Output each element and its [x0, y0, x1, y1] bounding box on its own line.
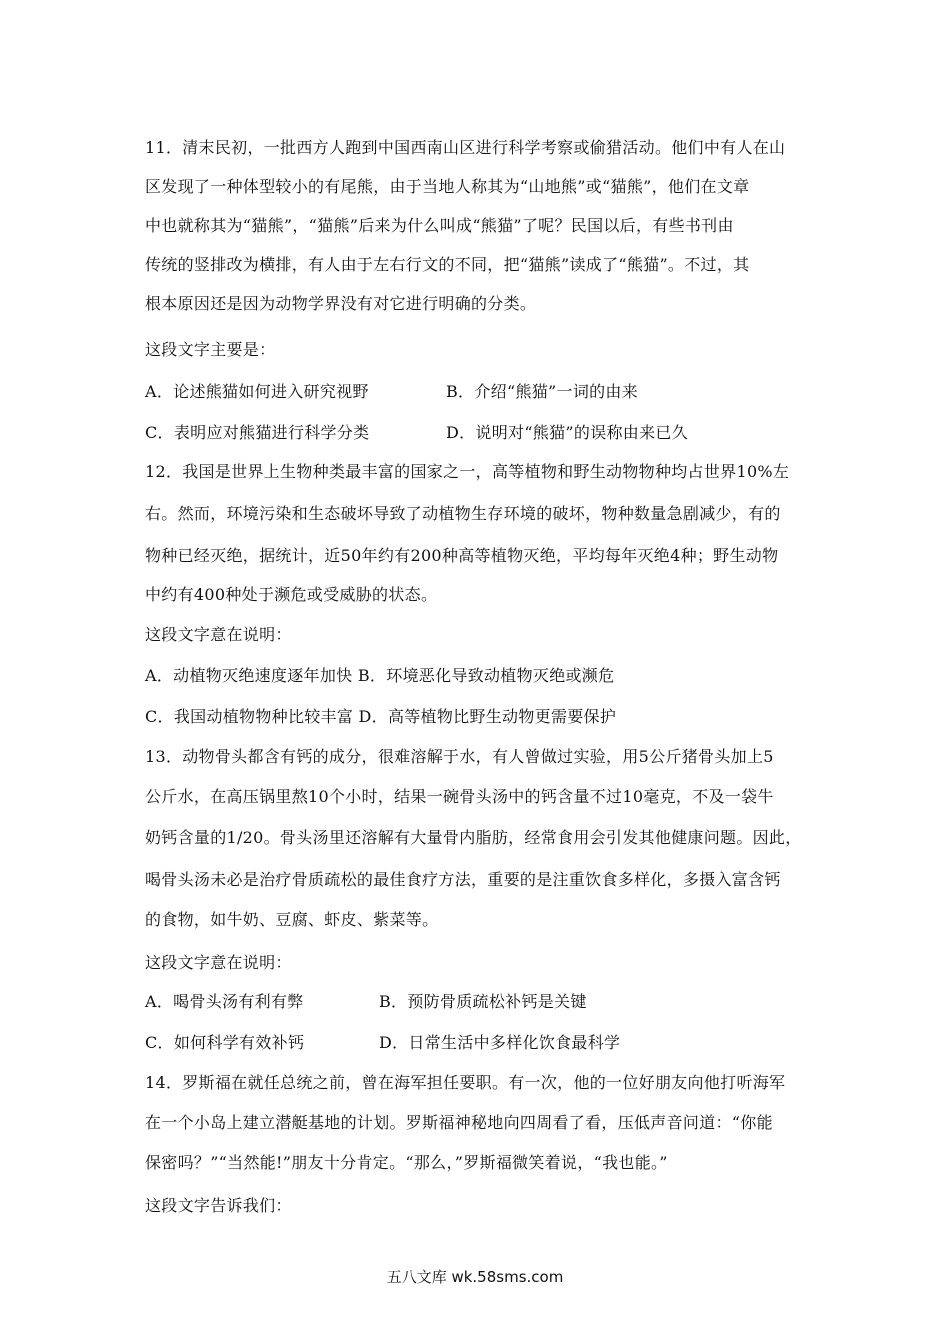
q14-line-2: 在一个小岛上建立潜艇基地的计划。罗斯福神秘地向四周看了看，压低声音问道：“你能	[145, 1113, 773, 1132]
q11-prompt: 这段文字主要是：	[145, 340, 276, 359]
q12-options-ab: A．动植物灭绝速度逐年加快 B．环境恶化导致动植物灭绝或濒危	[145, 666, 615, 685]
q14-line-1: 14．罗斯福在就任总统之前，曾在海军担任要职。有一次，他的一位好朋友向他打听海军	[145, 1073, 786, 1092]
q11-line-2: 区发现了一种体型较小的有尾熊，由于当地人称其为“山地熊”或“猫熊”，他们在文章	[145, 177, 750, 196]
q11-option-a: A．论述熊猫如何进入研究视野	[145, 382, 369, 401]
q11-line-4: 传统的竖排改为横排，有人由于左右行文的不同，把“猫熊”读成了“熊猫”。不过，其	[145, 255, 750, 274]
q13-line-4: 喝骨头汤未必是治疗骨质疏松的最佳食疗方法，重要的是注重饮食多样化，多摄入富含钙	[145, 870, 781, 889]
q13-line-1: 13．动物骨头都含有钙的成分，很难溶解于水，有人曾做过实验，用5公斤猪骨头加上5	[145, 747, 774, 766]
q11-option-b: B．介绍“熊猫”一词的由来	[446, 382, 639, 401]
q11-option-c: C．表明应对熊猫进行科学分类	[145, 423, 370, 442]
footer-watermark: 五八文库 wk.58sms.com	[386, 1268, 564, 1286]
q12-line-1: 12．我国是世界上生物种类最丰富的国家之一，高等植物和野生动物物种均占世界10%左	[145, 462, 790, 481]
q11-line-1: 11．清末民初，一批西方人跑到中国西南山区进行科学考察或偷猎活动。他们中有人在山	[145, 138, 786, 157]
q13-line-2: 公斤水，在高压锅里熬10个小时，结果一碗骨头汤中的钙含量不过10毫克，不及一袋牛	[145, 787, 774, 806]
q11-option-d: D．说明对“熊猫”的误称由来已久	[446, 423, 688, 442]
q11-line-3: 中也就称其为“猫熊”，“猫熊”后来为什么叫成“熊猫”了呢？民国以后，有些书刊由	[145, 216, 734, 235]
q14-line-3: 保密吗？”“当然能!”朋友十分肯定。“那么，”罗斯福微笑着说，“我也能。”	[145, 1153, 668, 1172]
q12-prompt: 这段文字意在说明：	[145, 625, 292, 644]
q12-line-4: 中约有400种处于濒危或受威胁的状态。	[145, 585, 438, 604]
q12-line-2: 右。然而，环境污染和生态破坏导致了动植物生存环境的破坏，物种数量急剧减少，有的	[145, 504, 781, 523]
q13-line-3: 奶钙含量的1/20。骨头汤里还溶解有大量骨内脂肪，经常食用会引发其他健康问题。因此，	[145, 828, 802, 847]
q13-option-b: B．预防骨质疏松补钙是关键	[379, 992, 587, 1011]
q11-line-5: 根本原因还是因为动物学界没有对它进行明确的分类。	[145, 294, 537, 313]
q13-prompt: 这段文字意在说明：	[145, 953, 292, 972]
q13-option-d: D．日常生活中多样化饮食最科学	[379, 1033, 621, 1052]
q13-option-c: C．如何科学有效补钙	[145, 1033, 305, 1052]
q13-line-5: 的食物，如牛奶、豆腐、虾皮、紫菜等。	[145, 910, 439, 929]
q12-options-cd: C．我国动植物物种比较丰富 D．高等植物比野生动物更需要保护	[145, 707, 617, 726]
q13-option-a: A．喝骨头汤有利有弊	[145, 992, 304, 1011]
q12-line-3: 物种已经灭绝，据统计，近50年约有200种高等植物灭绝，平均每年灭绝4种；野生动物	[145, 546, 779, 565]
q14-prompt: 这段文字告诉我们：	[145, 1196, 292, 1215]
